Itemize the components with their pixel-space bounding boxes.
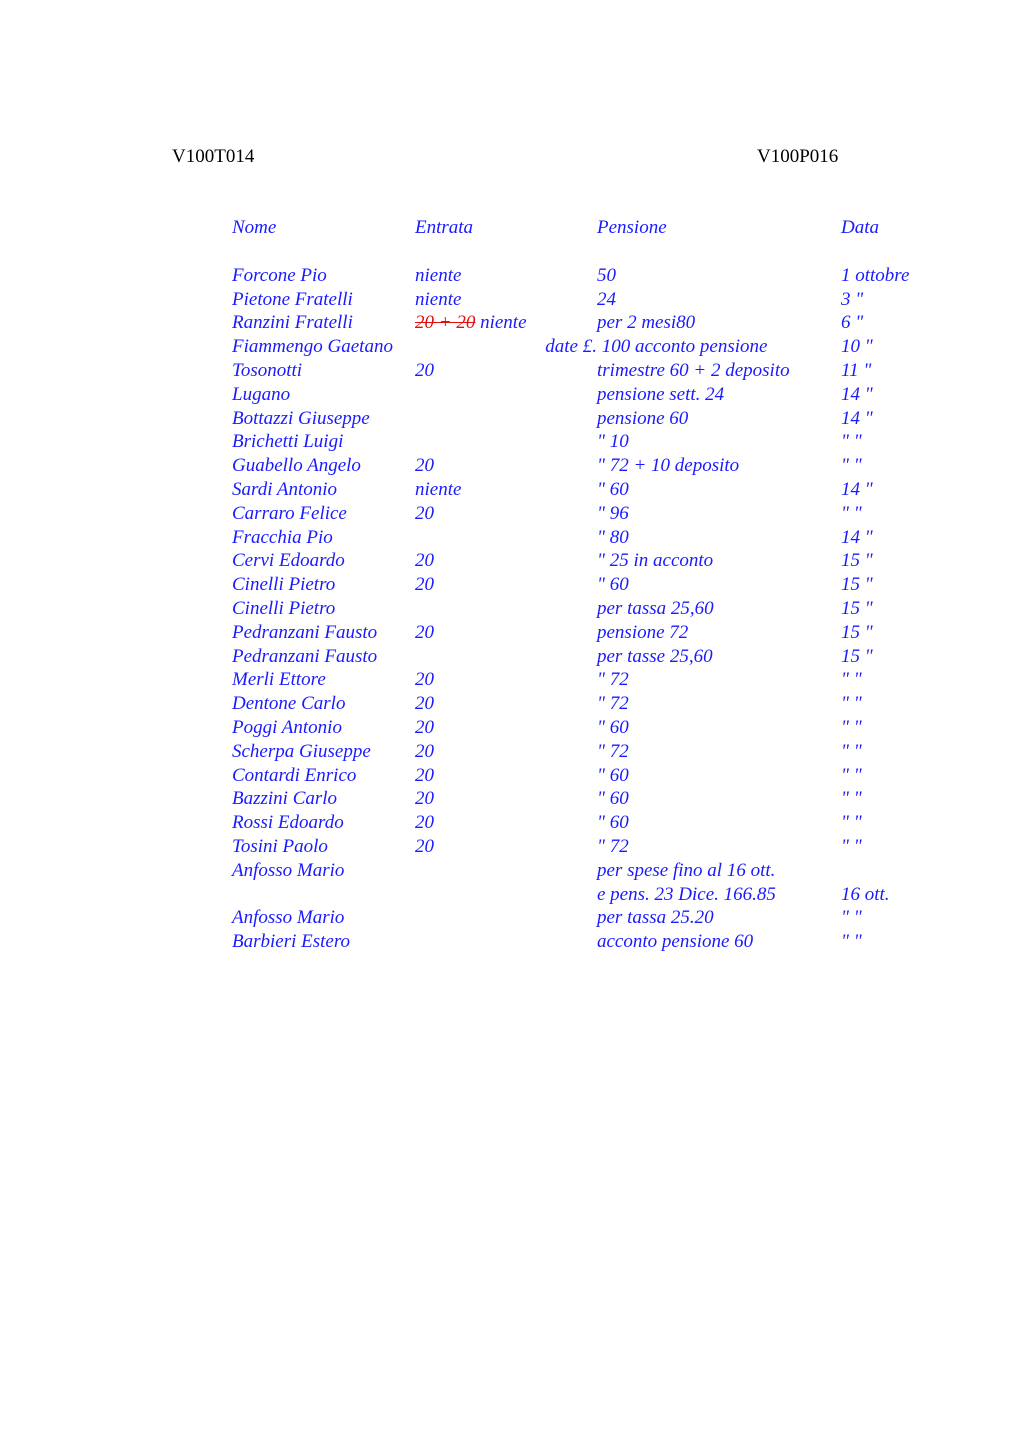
cell-data: " " — [841, 502, 862, 524]
table-row — [232, 883, 992, 907]
cell-entrata — [415, 311, 527, 335]
cell-pensione: " 80 — [597, 526, 629, 548]
cell-data: " " — [841, 788, 862, 810]
cell-nome: Carraro Felice — [232, 502, 347, 524]
cell-pensione: " 25 in acconto — [597, 550, 714, 572]
cell-entrata: 20 — [415, 835, 434, 857]
cell-pensione: " 72 — [597, 740, 629, 762]
cell-pensione: acconto pensione 60 — [597, 931, 754, 953]
table-row — [232, 692, 992, 716]
cell-nome: Pedranzani Fausto — [232, 645, 378, 667]
cell-pensione-prefix: date £. — [545, 336, 597, 358]
cell-pensione: pensione 72 — [597, 621, 689, 643]
table-row — [232, 502, 992, 526]
table-row — [232, 764, 992, 788]
cell-entrata: 20 — [415, 621, 434, 643]
cell-pensione: per tassa 25.20 — [597, 907, 714, 929]
cell-entrata: 20 — [415, 740, 434, 762]
cell-pensione: 100 acconto pensione — [597, 336, 768, 358]
table-row — [232, 859, 992, 883]
table-row — [232, 335, 992, 359]
cell-data: 10 " — [841, 336, 873, 358]
cell-data: 14 " — [841, 526, 873, 548]
cell-entrata: 20 — [415, 550, 434, 572]
cell-pensione: " 60 — [597, 812, 629, 834]
cell-pensione: trimestre 60 + 2 deposito — [597, 359, 790, 381]
cell-pensione: " 60 — [597, 716, 629, 738]
cell-entrata: 20 — [415, 502, 434, 524]
cell-nome: Forcone Pio — [232, 264, 327, 286]
cell-entrata: 20 — [415, 693, 434, 715]
cell-data: " " — [841, 740, 862, 762]
cell-nome: Tosonotti — [232, 359, 303, 381]
column-header-entrata: Entrata — [415, 217, 474, 238]
cell-nome: Fracchia Pio — [232, 526, 333, 548]
cell-data: " " — [841, 455, 862, 477]
struck-entry: 20 + 20 — [415, 312, 476, 334]
entry-text: niente — [475, 312, 527, 334]
table-row — [232, 526, 992, 550]
table-row — [232, 549, 992, 573]
cell-pensione: " 96 — [597, 502, 629, 524]
cell-nome: Fiammengo Gaetano — [232, 336, 393, 358]
cell-data: 15 " — [841, 597, 873, 619]
cell-data: " " — [841, 669, 862, 691]
cell-nome: Dentone Carlo — [232, 693, 346, 715]
table-row — [232, 430, 992, 454]
cell-pensione: e pens. 23 Dice. 166.85 — [597, 883, 776, 905]
cell-pensione: " 60 — [597, 478, 629, 500]
cell-nome: Cervi Edoardo — [232, 550, 345, 572]
cell-nome: Cinelli Pietro — [232, 574, 336, 596]
table-row — [232, 668, 992, 692]
cell-data: 16 ott. — [841, 883, 890, 905]
cell-nome: Ranzini Fratelli — [232, 312, 353, 334]
cell-nome: Tosini Paolo — [232, 835, 328, 857]
column-header-data: Data — [841, 217, 879, 238]
table-row — [232, 573, 992, 597]
table-row — [232, 621, 992, 645]
cell-entrata: 20 — [415, 716, 434, 738]
table-row — [232, 407, 992, 431]
table-row — [232, 835, 992, 859]
cell-pensione: per 2 mesi80 — [597, 312, 696, 334]
cell-pensione: " 60 — [597, 574, 629, 596]
table-row — [232, 811, 992, 835]
cell-data: 15 " — [841, 550, 873, 572]
cell-pensione: 24 — [597, 288, 616, 310]
cell-data: 1 ottobre — [841, 264, 910, 286]
cell-data: " " — [841, 764, 862, 786]
column-header-nome: Nome — [232, 217, 277, 238]
cell-nome: Bottazzi Giuseppe — [232, 407, 370, 429]
table-row — [232, 740, 992, 764]
table-row — [232, 930, 992, 954]
cell-data: 14 " — [841, 383, 873, 405]
ledger-header-row — [232, 216, 992, 240]
cell-data: 6 " — [841, 312, 864, 334]
cell-data: " " — [841, 693, 862, 715]
cell-entrata: 20 — [415, 455, 434, 477]
cell-nome: Rossi Edoardo — [232, 812, 344, 834]
cell-data: " " — [841, 716, 862, 738]
cell-pensione: 50 — [597, 264, 616, 286]
cell-nome: Pedranzani Fausto — [232, 621, 378, 643]
cell-data: " " — [841, 931, 862, 953]
cell-pensione: " 72 — [597, 669, 629, 691]
cell-entrata: 20 — [415, 812, 434, 834]
cell-pensione: " 10 — [597, 431, 629, 453]
cell-entrata: 20 — [415, 764, 434, 786]
cell-entrata: niente — [415, 288, 462, 310]
cell-data: 11 " — [841, 359, 872, 381]
cell-pensione: pensione 60 — [597, 407, 689, 429]
table-row — [232, 906, 992, 930]
cell-nome: Scherpa Giuseppe — [232, 740, 371, 762]
cell-data: " " — [841, 907, 862, 929]
cell-pensione: " 60 — [597, 764, 629, 786]
cell-data: " " — [841, 431, 862, 453]
cell-data: " " — [841, 812, 862, 834]
document-code-right: V100P016 — [757, 146, 839, 167]
document-code-left: V100T014 — [172, 146, 255, 167]
cell-entrata: niente — [415, 264, 462, 286]
table-row — [232, 264, 992, 288]
cell-nome: Poggi Antonio — [232, 716, 342, 738]
cell-nome: Merli Ettore — [232, 669, 326, 691]
table-row — [232, 288, 992, 312]
cell-nome: Bazzini Carlo — [232, 788, 338, 810]
table-row — [232, 454, 992, 478]
column-header-pensione: Pensione — [597, 217, 667, 238]
ledger-body — [232, 264, 992, 954]
cell-nome: Guabello Angelo — [232, 455, 361, 477]
cell-pensione: pensione sett. 24 — [597, 383, 725, 405]
cell-nome: Barbieri Estero — [232, 931, 351, 953]
cell-data: 15 " — [841, 621, 873, 643]
cell-pensione: " 72 — [597, 693, 629, 715]
cell-nome: Lugano — [232, 383, 291, 405]
table-row — [232, 716, 992, 740]
cell-entrata: 20 — [415, 788, 434, 810]
cell-pensione: per spese fino al 16 ott. — [597, 859, 776, 881]
cell-data: " " — [841, 835, 862, 857]
cell-data: 15 " — [841, 645, 873, 667]
cell-data: 14 " — [841, 478, 873, 500]
ledger-table — [232, 216, 992, 954]
cell-nome: Contardi Enrico — [232, 764, 357, 786]
table-row — [232, 383, 992, 407]
table-row — [232, 359, 992, 383]
cell-entrata: 20 — [415, 359, 434, 381]
table-row — [232, 597, 992, 621]
cell-pensione: " 60 — [597, 788, 629, 810]
cell-pensione: per tassa 25,60 — [597, 597, 714, 619]
cell-nome: Anfosso Mario — [232, 859, 345, 881]
cell-nome: Anfosso Mario — [232, 907, 345, 929]
table-row — [232, 787, 992, 811]
cell-pensione: " 72 — [597, 835, 629, 857]
cell-pensione: per tasse 25,60 — [597, 645, 713, 667]
cell-entrata: 20 — [415, 669, 434, 691]
cell-nome: Sardi Antonio — [232, 478, 338, 500]
cell-nome: Pietone Fratelli — [232, 288, 353, 310]
table-row — [232, 478, 992, 502]
cell-data: 3 " — [841, 288, 864, 310]
cell-nome: Cinelli Pietro — [232, 597, 336, 619]
cell-entrata: niente — [415, 478, 462, 500]
cell-data: 14 " — [841, 407, 873, 429]
cell-nome: Brichetti Luigi — [232, 431, 344, 453]
table-row — [232, 311, 992, 335]
cell-data: 15 " — [841, 574, 873, 596]
cell-entrata: 20 — [415, 574, 434, 596]
cell-pensione: " 72 + 10 deposito — [597, 455, 740, 477]
table-row — [232, 645, 992, 669]
